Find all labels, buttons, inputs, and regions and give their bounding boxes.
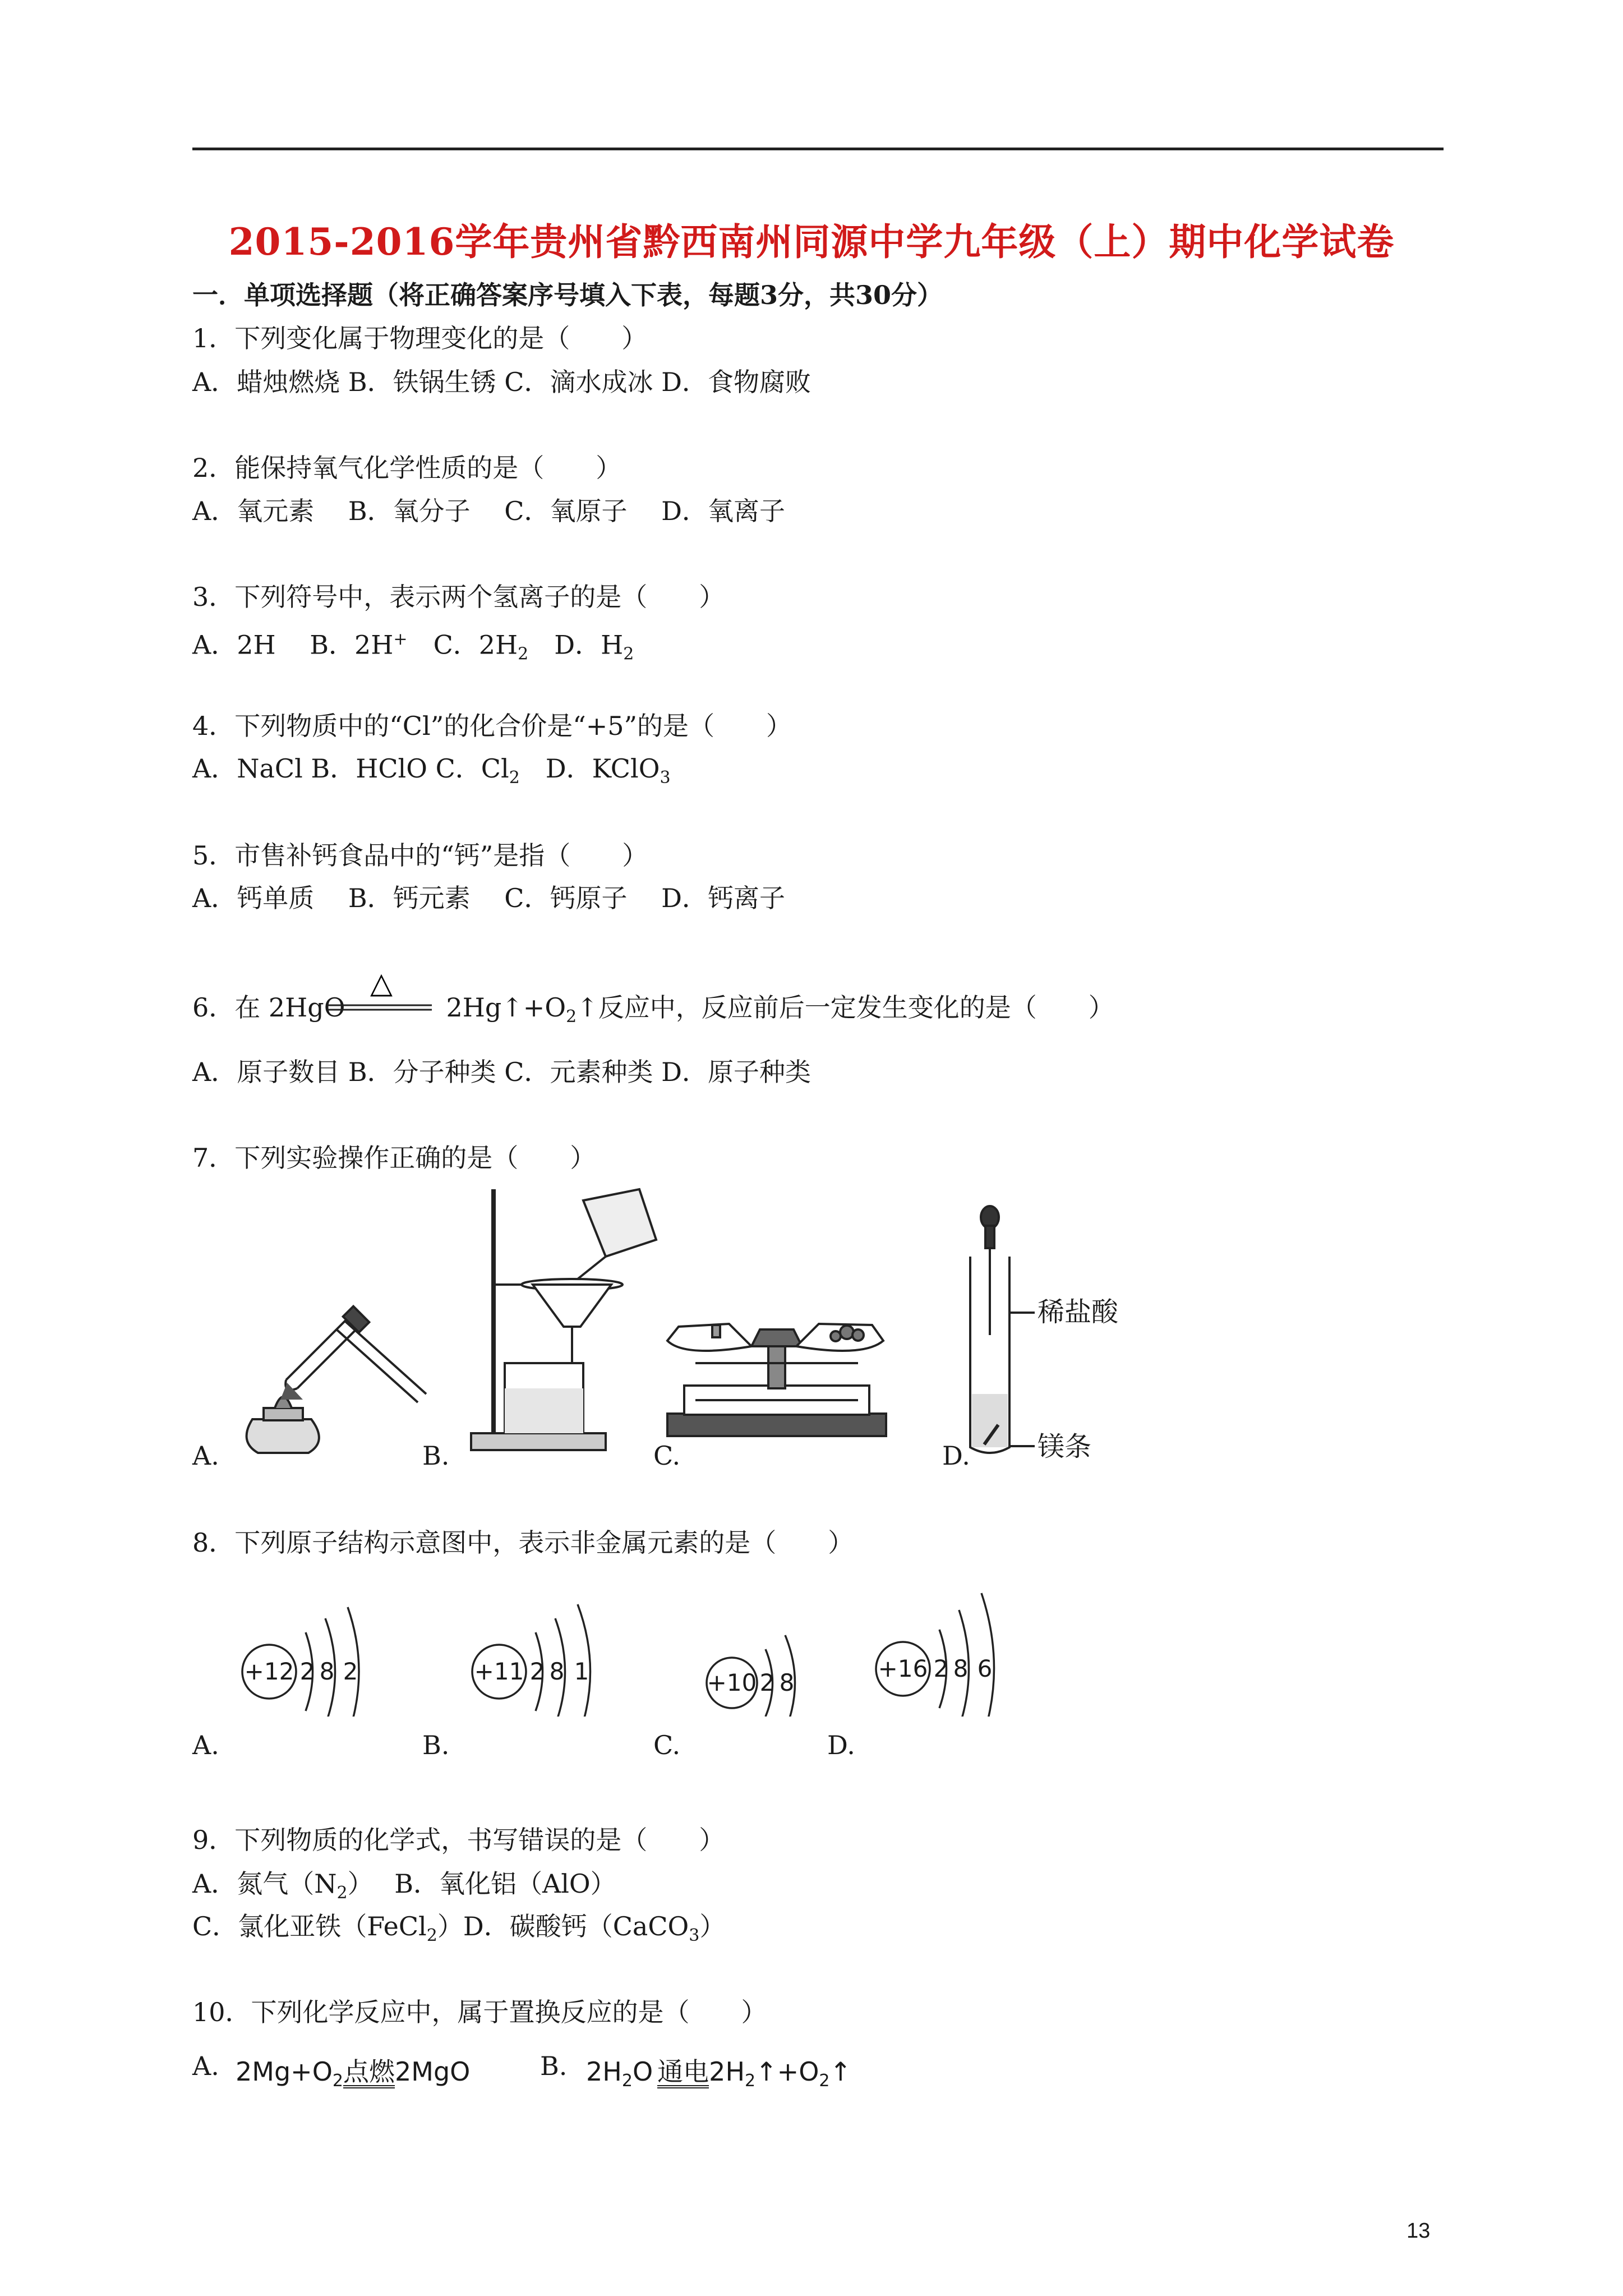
atom-c-nucleus: +10 [707, 1669, 757, 1696]
figure-a-heating-tube [247, 1306, 426, 1453]
label-magnesium-strip: 镁条 [1038, 1431, 1092, 1462]
q7-option-c: C. [653, 1441, 681, 1471]
question-2-stem: 2．能保持氧气化学性质的是（ ） [192, 453, 622, 483]
atom-a-shell-3: 2 [343, 1658, 358, 1685]
figure-b-filtration [471, 1189, 656, 1450]
atom-b-nucleus: +11 [474, 1658, 524, 1685]
atom-c-shell-2: 8 [779, 1669, 795, 1696]
label-dilute-hcl: 稀盐酸 [1038, 1296, 1119, 1328]
question-9-options-cd: C．氯化亚铁（FeCl$_2$）D．碳酸钙（CaCO$_3$） [192, 1911, 726, 1946]
atom-d-shell-2: 8 [953, 1655, 969, 1682]
q8-option-c: C. [653, 1730, 681, 1760]
q10-option-a-label: A. [192, 2051, 219, 2081]
question-1-options: A．蜡烛燃烧 B．铁锅生锈 C．滴水成冰 D．食物腐败 [192, 367, 811, 397]
q10-option-b-label: B. [540, 2051, 568, 2081]
atom-b-shell-2: 8 [549, 1658, 565, 1685]
q7-option-d: D. [942, 1441, 970, 1471]
atom-d-shell-3: 6 [977, 1655, 993, 1682]
atom-b-shell-1: 2 [529, 1658, 545, 1685]
atom-b-shell-3: 1 [574, 1658, 589, 1685]
atom-d-nucleus: +16 [878, 1655, 928, 1682]
question-1-stem: 1．下列变化属于物理变化的是（ ） [192, 323, 648, 353]
question-4-options: A．NaCl B．HClO C．$Cl_2$ D．KClO$_3$ [192, 753, 671, 788]
section-heading: 一．单项选择题（将正确答案序号填入下表，每题3分，共30分） [192, 280, 943, 310]
atom-a-shell-1: 2 [299, 1658, 315, 1685]
page-title: 2015-2016学年贵州省黔西南州同源中学九年级（上）期中化学试卷 [228, 220, 1395, 264]
q10-option-b-equation: $2H_2O$ 通电$2H_2↑+O_2↑$ [586, 2056, 852, 2091]
atom-c-shell-1: 2 [759, 1669, 775, 1696]
question-9-options-ab: A．氮气$(N_2)$ B．氧化铝（AlO） [192, 1869, 616, 1903]
q8-option-a: A. [192, 1730, 219, 1760]
question-3-stem: 3．下列符号中，表示两个氢离子的是（ ） [192, 582, 725, 612]
q10-option-a-equation: $2Mg+O_2$点燃2MgO [236, 2056, 471, 2091]
question-6-options: A．原子数目 B．分子种类 C．元素种类 D．原子种类 [192, 1057, 811, 1087]
question-9-stem: 9．下列物质的化学式，书写错误的是（ ） [192, 1825, 725, 1855]
question-8-stem: 8．下列原子结构示意图中，表示非金属元素的是（ ） [192, 1527, 854, 1558]
question-6-stem: 6．在 2HgO $2Hg↑+O_2↑$反应中，反应前后一定发生变化的是（ ） [192, 992, 1114, 1027]
header-rule [192, 148, 1444, 150]
question-7-stem: 7．下列实验操作正确的是（ ） [192, 1143, 596, 1173]
q7-option-a: A. [192, 1441, 219, 1471]
question-5-stem: 5．市售补钙食品中的“钙”是指（ ） [192, 840, 648, 871]
delta-symbol: △ [370, 969, 393, 1000]
question-4-stem: 4．下列物质中的“Cl”的化合价是“+5”的是（ ） [192, 711, 792, 741]
q8-option-b: B. [422, 1730, 450, 1760]
question-2-options: A．氧元素 B．氧分子 C．氧原子 D．氧离子 [192, 496, 785, 526]
figure-c-balance [667, 1324, 886, 1436]
atom-a-nucleus: +12 [244, 1658, 294, 1685]
atom-d-shell-1: 2 [933, 1655, 949, 1682]
figure-d-dropper [970, 1206, 1119, 1462]
question-5-options: A．钙单质 B．钙元素 C．钙原子 D．钙离子 [192, 883, 785, 913]
atom-a-shell-2: 8 [319, 1658, 335, 1685]
page-number: 13 [1407, 2219, 1431, 2243]
question-8-atom-diagrams [236, 1571, 1066, 1717]
q8-option-d: D. [827, 1730, 855, 1760]
question-3-options: A．2H B．2H+ C．$2H_2$ D．$H_2$ [192, 629, 634, 664]
q7-option-b: B. [422, 1441, 450, 1471]
heating-condition-sign [328, 969, 435, 1020]
question-10-stem: 10．下列化学反应中，属于置换反应的是（ ） [192, 1997, 767, 2027]
